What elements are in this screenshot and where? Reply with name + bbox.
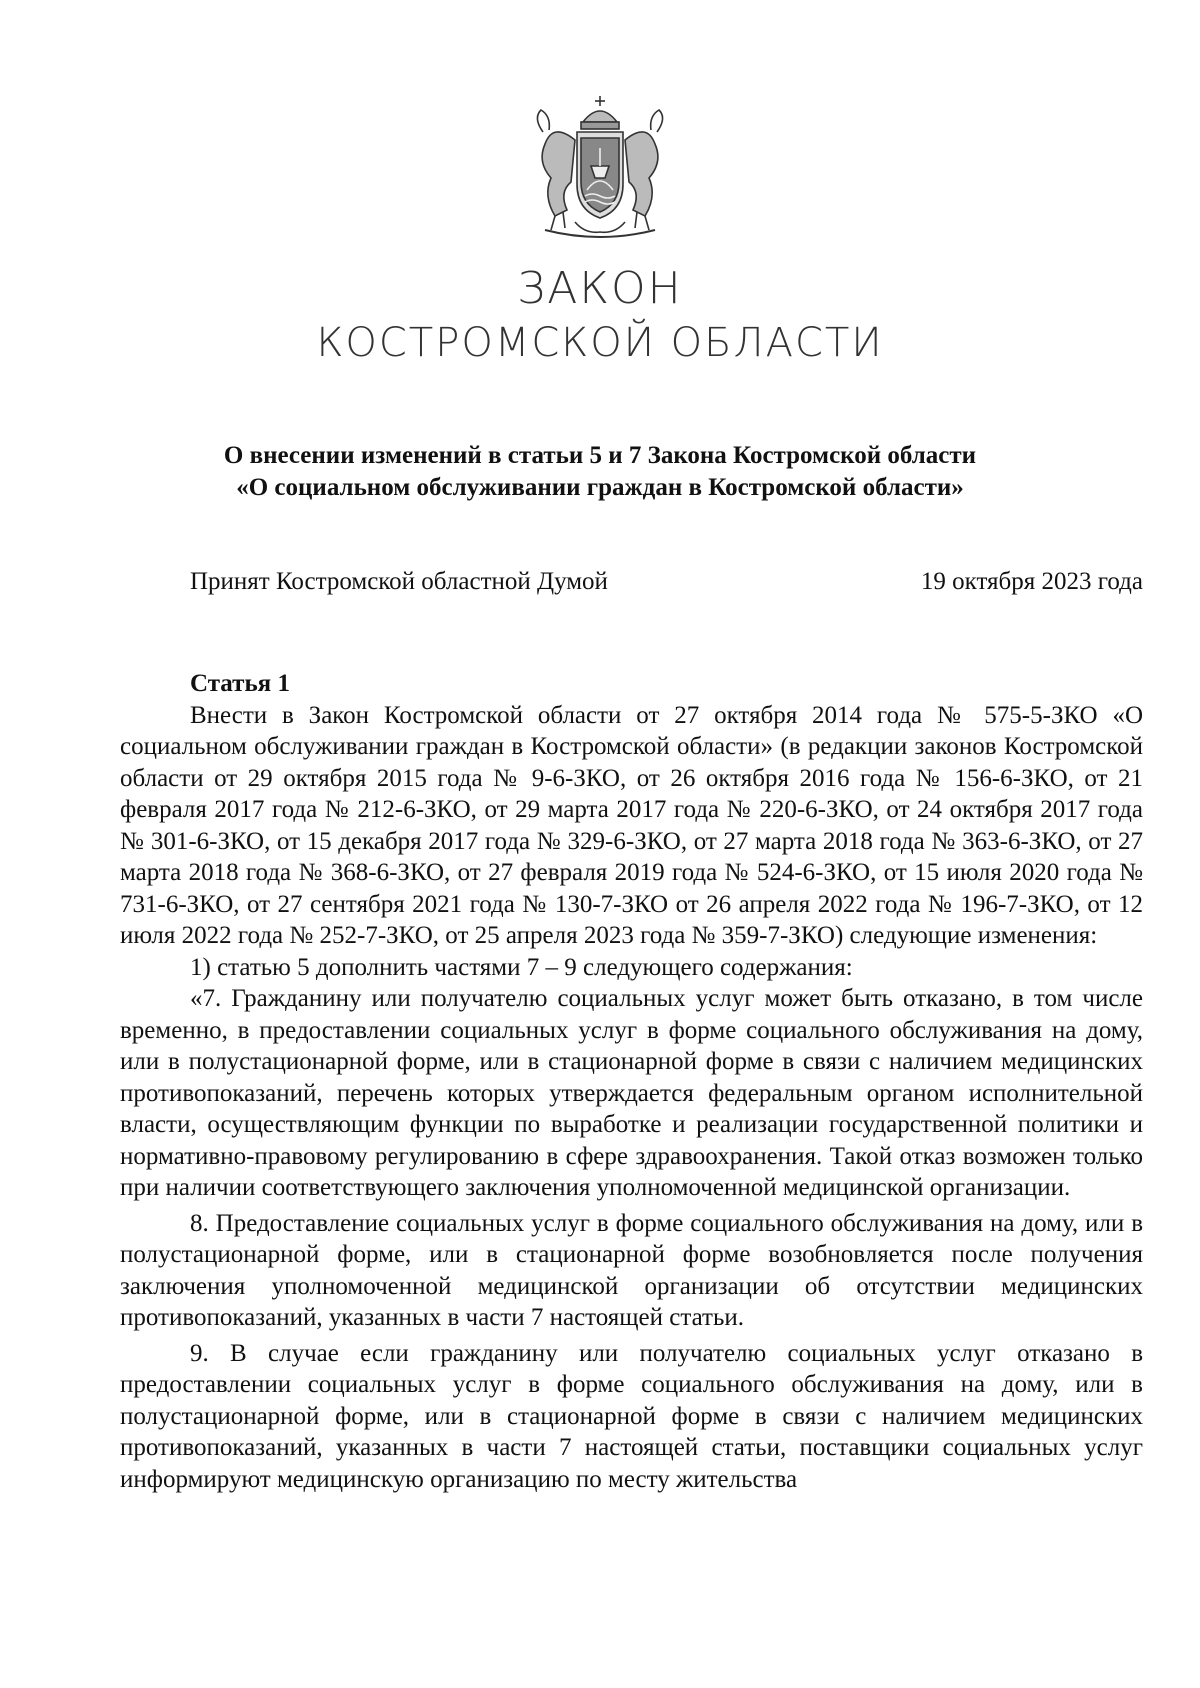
paragraph: «7. Гражданину или получателю социальных услуг может быть отказано, в том числе временно, в предоставлении социальных услуг в форме социального обслуживания на дому, или в полустационарной форме, или в стационарной форме в связи с наличием медицинских противопоказаний, перечень которых утверждается федеральным органом исполнительной власти, осуществляющим функции по выработке и реализации государственной политики и нормативно-правовому регулированию в сфере здравоохранения. Такой отказ возможен только при наличии соответствующего заключения уполномоченной медицинской организации. bbox=[120, 985, 1143, 1201]
law-header-line1: ЗАКОН bbox=[517, 263, 683, 314]
adoption-date: 19 октября 2023 года bbox=[920, 568, 1143, 595]
adoption-info bbox=[190, 568, 1143, 596]
law-header bbox=[0, 262, 1200, 370]
paragraph: Внести в Закон Костромской области от 27 октября 2014 года № 575-5-ЗКО «О социальном обслуживании граждан в Костромской области» (в редакции законов Костромской области от 29 октября 2015 года № 9-6-ЗКО, от 26 октября 2016 года № 156-6-ЗКО, от 21 февраля 2017 года № 212-6-ЗКО, от 29 марта 2017 года № 220-6-ЗКО, от 24 октября 2017 года № 301-6-ЗКО, от 15 декабря 2017 года № 329-6-ЗКО, от 27 марта 2018 года № 363-6-ЗКО, от 27 марта 2018 года № 368-6-ЗКО, от 27 февраля 2019 года № 524-6-ЗКО, от 15 июля 2020 года № 731-6-ЗКО, от 27 сентября 2021 года № 130-7-ЗКО от 26 апреля 2022 года № 196-7-ЗКО, от 12 июля 2022 года № 252-7-ЗКО, от 25 апреля 2023 года № 359-7-ЗКО) следующие изменения: bbox=[120, 701, 1143, 949]
article-heading: Статья 1 bbox=[190, 670, 290, 697]
law-header-line2: КОСТРОМСКОЙ ОБЛАСТИ bbox=[316, 320, 884, 366]
paragraph: 8. Предоставление социальных услуг в форме социального обслуживания на дому, или в полустационарной форме, или в стационарной форме возобновляется после получения заключения уполномоченной медицинской организации об отсутствии медицинских противопоказаний, указанных в части 7 настоящей статьи. bbox=[120, 1209, 1143, 1331]
paragraph: 1) статью 5 дополнить частями 7 – 9 следующего содержания: bbox=[190, 953, 853, 981]
adopted-by: Принят Костромской областной Думой bbox=[190, 568, 608, 595]
article-body bbox=[120, 668, 1143, 1495]
coat-of-arms-icon bbox=[515, 92, 685, 242]
title-line2: «О социальном обслуживании граждан в Костромской области» bbox=[236, 474, 964, 501]
document-title bbox=[120, 440, 1080, 504]
paragraph: 9. В случае если гражданину или получателю социальных услуг отказано в предоставлении социальных услуг в форме социального обслуживания на дому, или в полустационарной форме, или в стационарной форме в связи с наличием медицинских противопоказаний, указанных в части 7 настоящей статьи, поставщики социальных услуг информируют медицинскую организацию по месту жительства bbox=[120, 1339, 1143, 1493]
title-line1: О внесении изменений в статьи 5 и 7 Закона Костромской области bbox=[223, 442, 977, 469]
